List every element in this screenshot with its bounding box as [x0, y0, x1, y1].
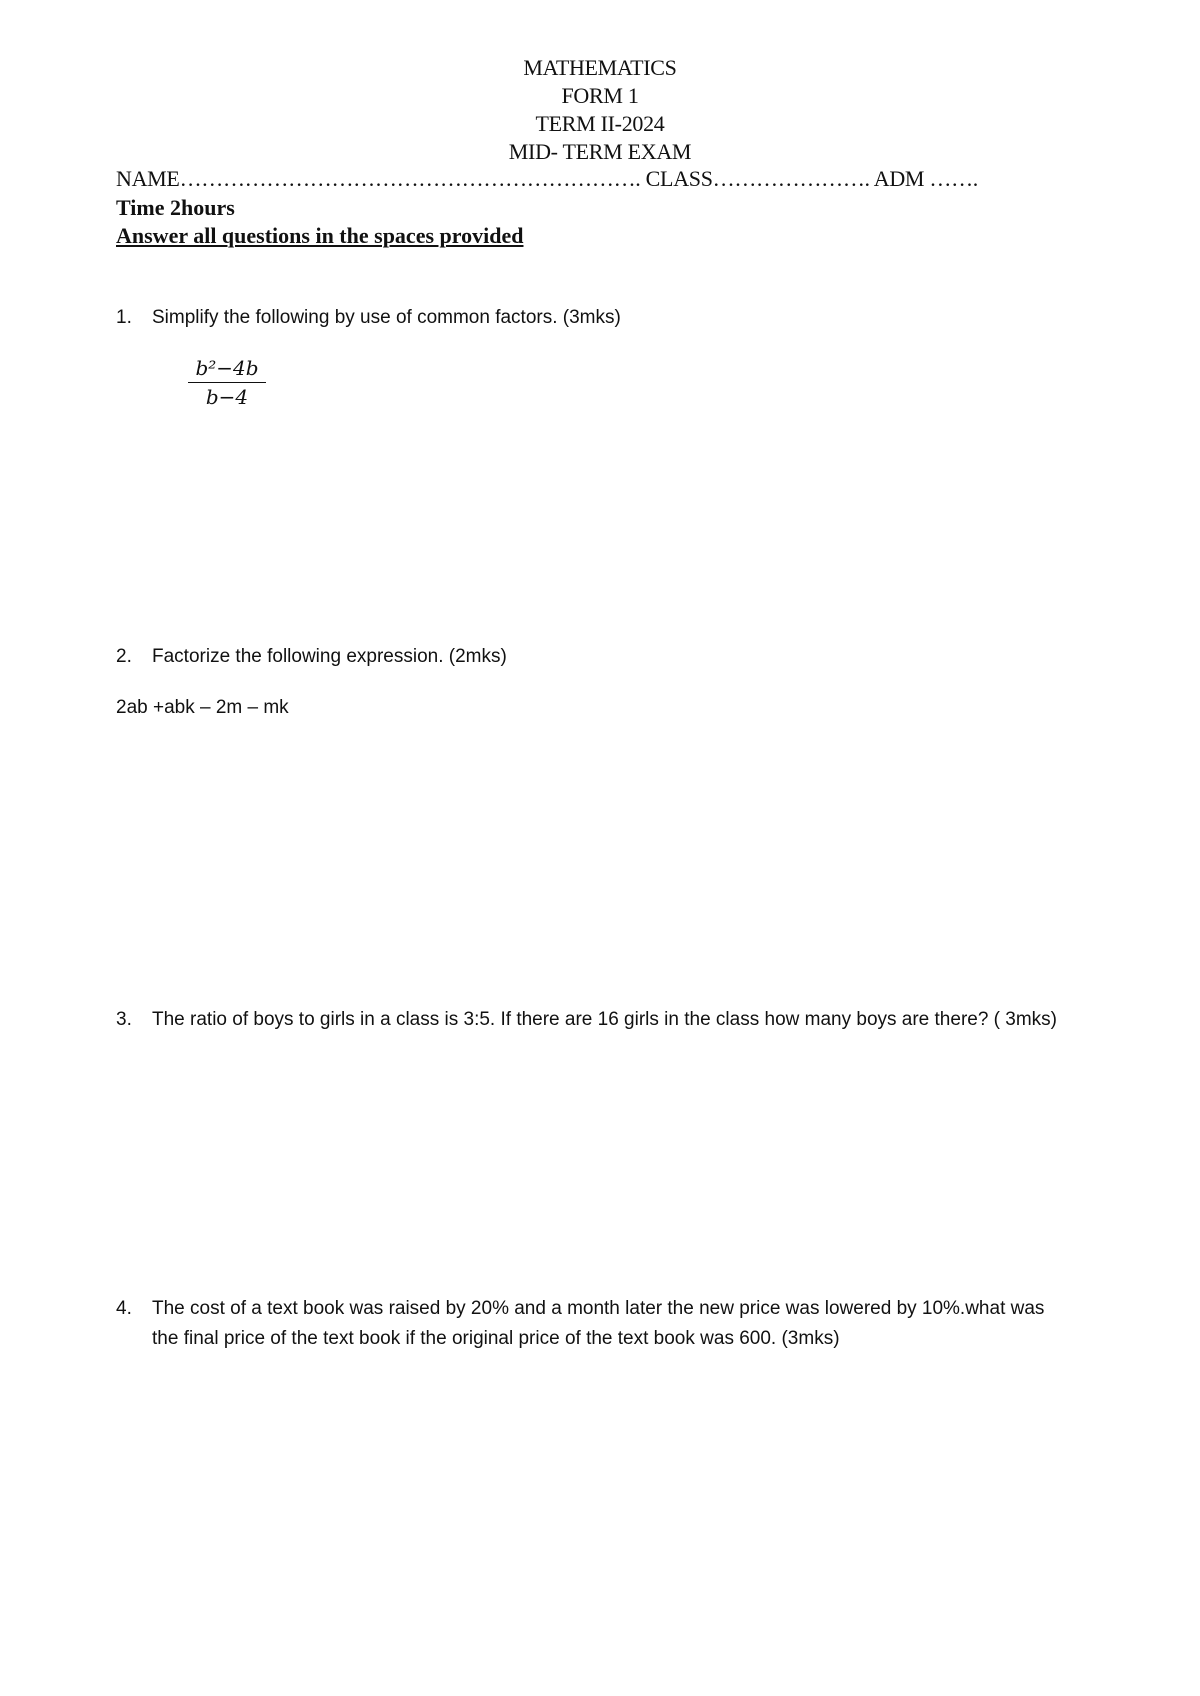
student-info-line: NAME………………………………………………………. CLASS…………………. ADM …….	[116, 166, 978, 191]
question-text: Simplify the following by use of common factors. (3mks)	[152, 307, 621, 328]
question-number: 3.	[116, 1009, 132, 1030]
question-number: 4.	[116, 1298, 132, 1319]
exam-title: MID- TERM EXAM	[508, 139, 692, 164]
question-number: 2.	[116, 646, 132, 667]
question-3	[116, 1005, 1076, 1035]
question-text: Factorize the following expression. (2mks)	[152, 646, 507, 667]
question-text: The cost of a text book was raised by 20% and a month later the new price was lowered by 10%.what was the final price of the text book if the original price of the text book was 600. (3mks)	[152, 1298, 1045, 1349]
form-title: FORM 1	[561, 83, 639, 108]
expression: 2ab +abk – 2m – mk	[116, 697, 289, 718]
fraction-numerator: b²−4b	[188, 356, 266, 383]
fraction-expression	[188, 356, 266, 409]
exam-header	[0, 54, 1200, 166]
term-title: TERM II-2024	[535, 111, 665, 136]
subject-title: MATHEMATICS	[523, 55, 677, 80]
question-1	[116, 303, 1076, 333]
time-allowed: Time 2hours	[116, 195, 235, 220]
question-number: 1.	[116, 307, 132, 328]
fraction-denominator: b−4	[205, 385, 249, 409]
question-2	[116, 642, 1076, 672]
instruction: Answer all questions in the spaces provided	[116, 223, 524, 248]
question-text: The ratio of boys to girls in a class is 3:5. If there are 16 girls in the class how many boys are there? ( 3mks)	[152, 1009, 1058, 1030]
question-4	[116, 1294, 1076, 1354]
